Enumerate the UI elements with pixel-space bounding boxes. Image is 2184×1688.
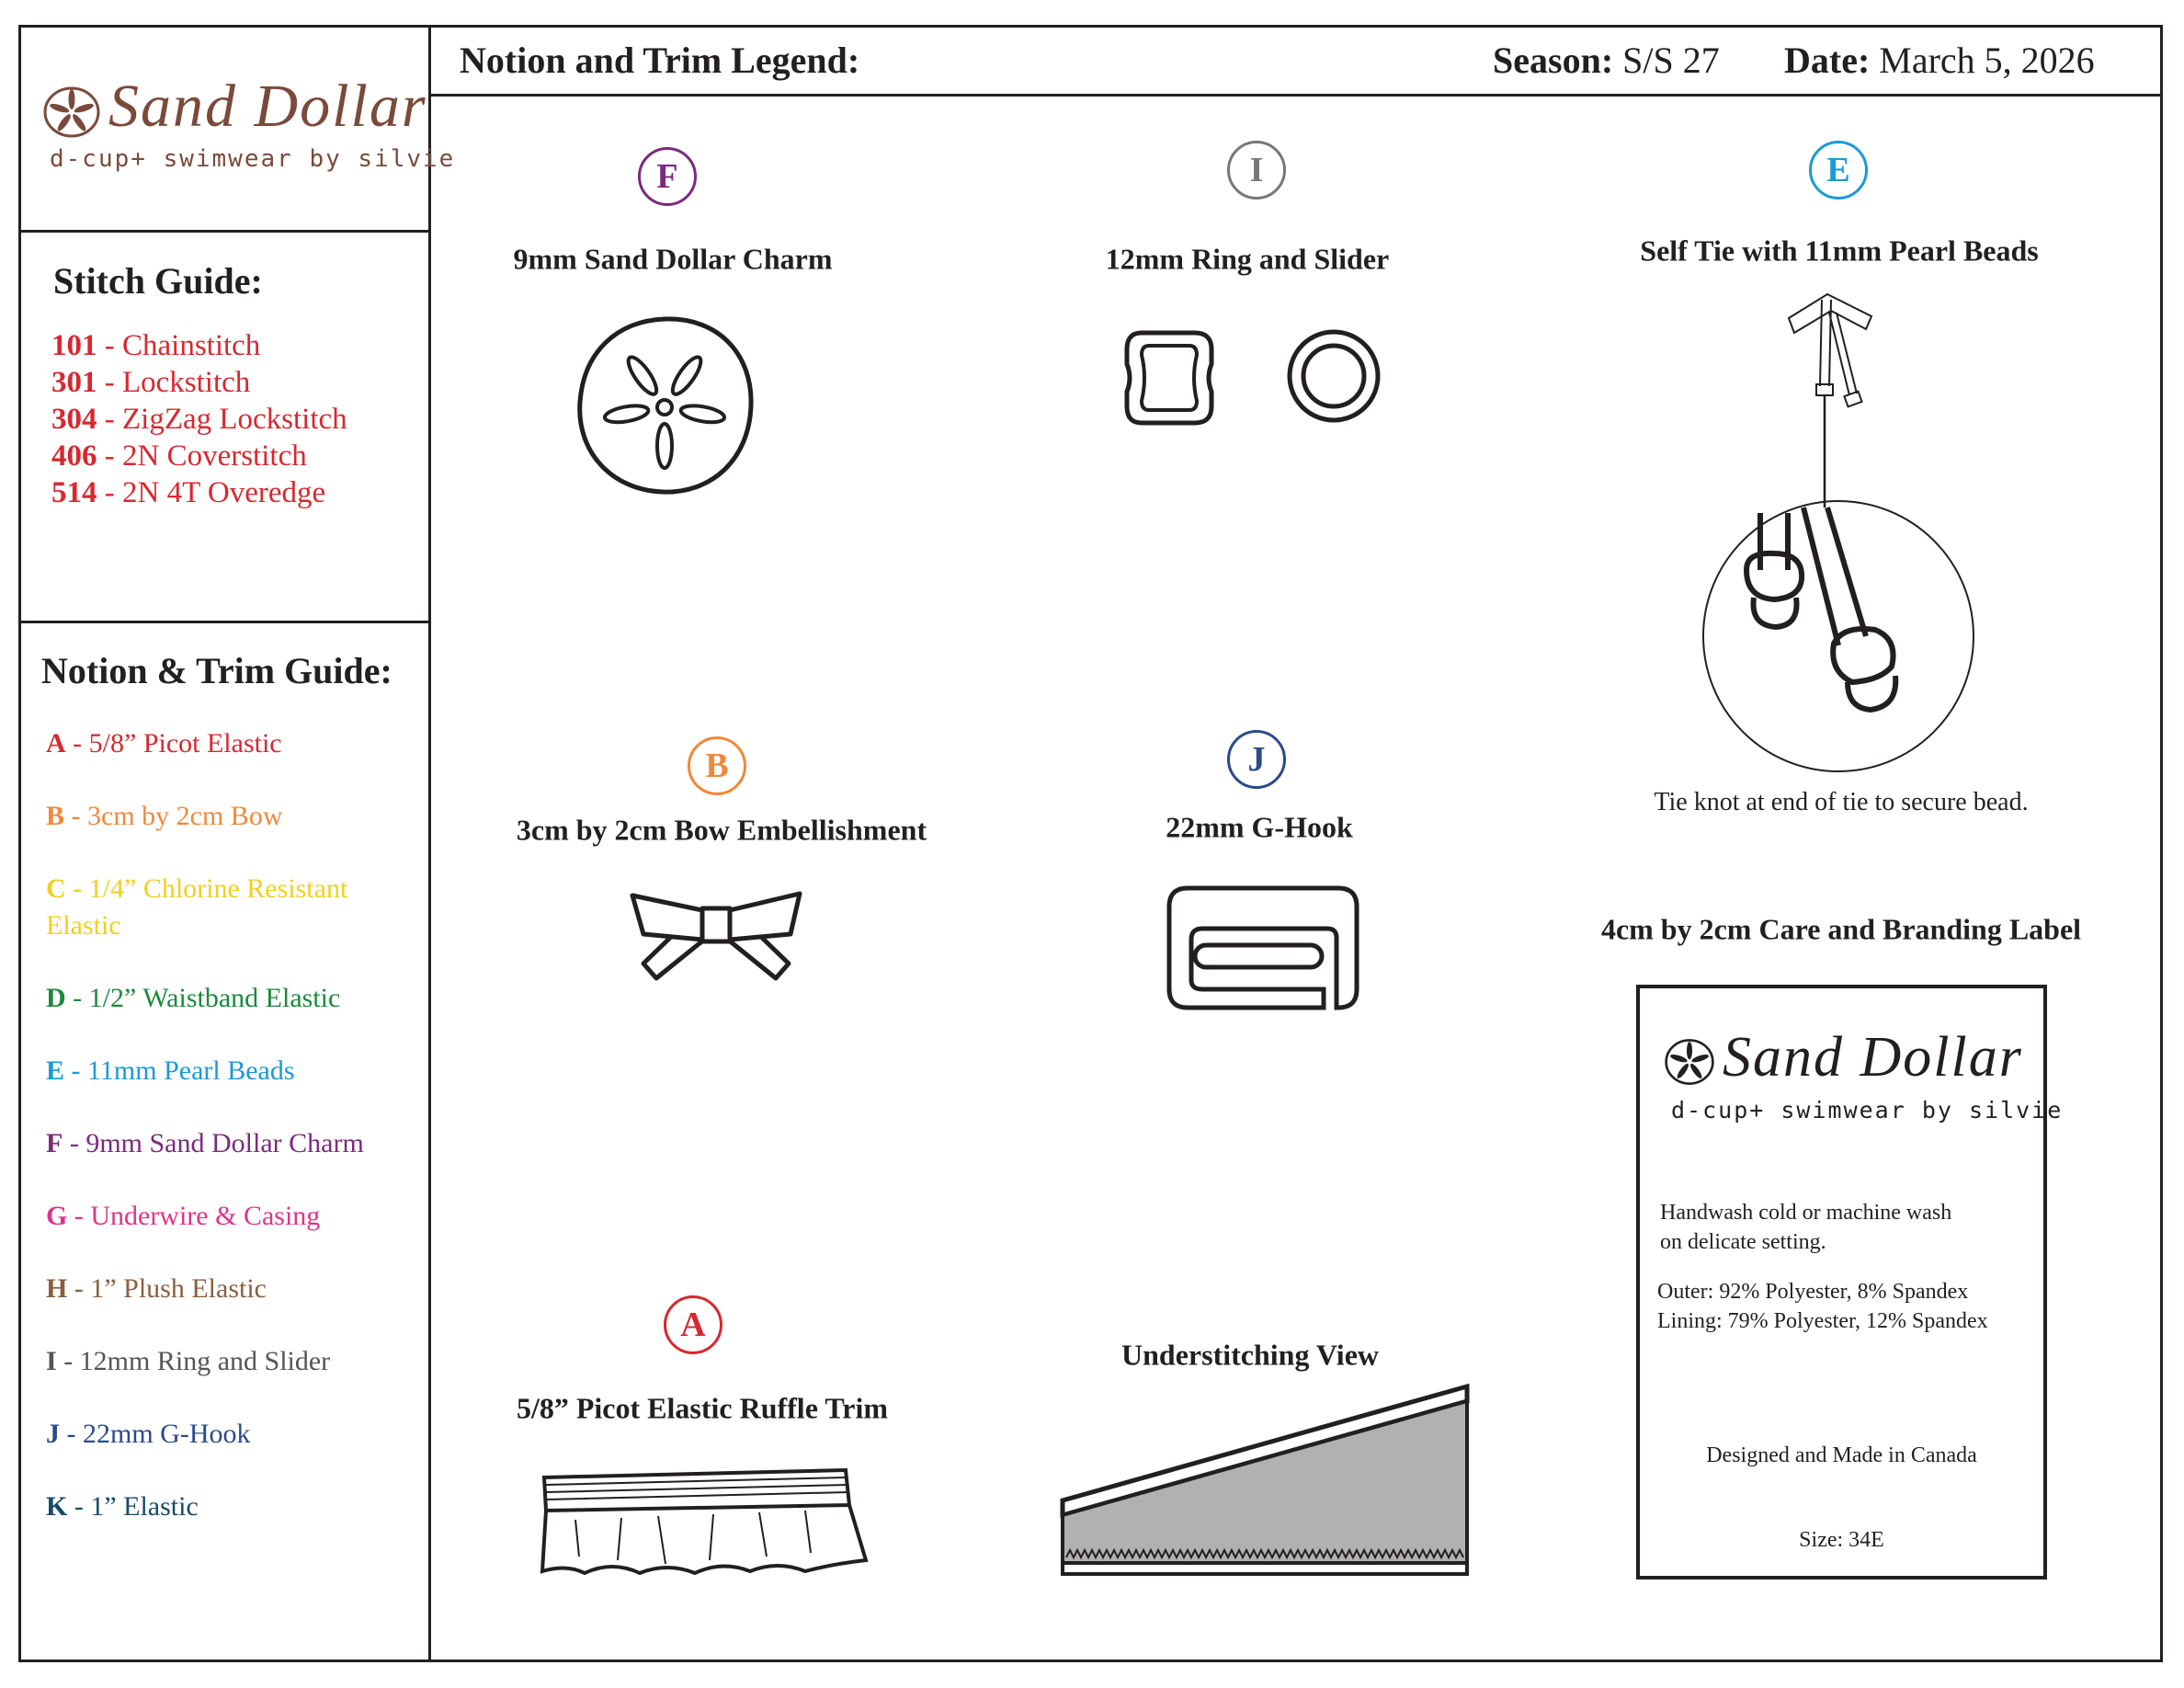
notion-text: - 1/4” Chlorine Resistant Elastic bbox=[46, 873, 348, 941]
sand-dollar-logo-icon bbox=[42, 83, 101, 142]
care-instruction: Handwash cold or machine wash bbox=[1660, 1201, 1952, 1225]
notion-item bbox=[46, 1125, 414, 1162]
notion-guide-heading: Notion & Trim Guide: bbox=[41, 650, 392, 691]
notion-item bbox=[46, 871, 414, 944]
badge-b: B bbox=[688, 736, 746, 795]
badge-j: J bbox=[1227, 730, 1286, 789]
header-divider bbox=[428, 94, 2163, 97]
stitch-guide-heading: Stitch Guide: bbox=[53, 260, 263, 302]
badge-a: A bbox=[664, 1295, 722, 1354]
page-title: Notion and Trim Legend: bbox=[460, 40, 860, 81]
notion-text: - 11mm Pearl Beads bbox=[64, 1055, 295, 1086]
label-brand-name: Sand Dollar bbox=[1723, 1026, 2023, 1089]
notion-item bbox=[46, 798, 414, 835]
notion-item bbox=[46, 725, 414, 762]
self-tie-pearl-bead-icon bbox=[1691, 276, 1985, 781]
size-text: Size: 34E bbox=[1799, 1528, 1884, 1552]
understitching-title: Understitching View bbox=[1121, 1338, 1379, 1372]
care-instruction: on delicate setting. bbox=[1660, 1230, 1826, 1254]
notion-key: A bbox=[46, 728, 66, 758]
stitch-guide-list bbox=[51, 327, 347, 511]
stitch-item: 101 - Chainstitch bbox=[51, 329, 261, 362]
badge-e: E bbox=[1809, 141, 1868, 200]
label-tagline: d-cup+ swimwear by silvie bbox=[1671, 1097, 2064, 1123]
notion-text: - 12mm Ring and Slider bbox=[56, 1346, 331, 1376]
sand-dollar-charm-icon bbox=[573, 314, 756, 497]
notion-item bbox=[46, 1488, 414, 1525]
bow-icon bbox=[629, 886, 803, 987]
notion-item bbox=[46, 1271, 414, 1307]
fabric-lining: Lining: 79% Polyester, 12% Spandex bbox=[1657, 1309, 1988, 1333]
badge-i: I bbox=[1227, 141, 1286, 200]
notion-key: I bbox=[46, 1346, 57, 1376]
g-hook-title: 22mm G-Hook bbox=[1166, 810, 1353, 844]
sand-dollar-logo-icon bbox=[1662, 1036, 1717, 1088]
stitch-item: 304 - ZigZag Lockstitch bbox=[51, 403, 347, 436]
sand-dollar-charm-title: 9mm Sand Dollar Charm bbox=[513, 242, 833, 276]
notion-text: - 9mm Sand Dollar Charm bbox=[63, 1128, 364, 1158]
notion-key: D bbox=[46, 983, 66, 1013]
origin-text: Designed and Made in Canada bbox=[1706, 1443, 1977, 1467]
season: Season: S/S 27 bbox=[1493, 40, 1720, 81]
self-tie-caption: Tie knot at end of tie to secure bead. bbox=[1654, 788, 2029, 816]
notion-key: B bbox=[46, 801, 65, 831]
notion-item bbox=[46, 1198, 414, 1235]
care-label bbox=[1636, 985, 2064, 1580]
brand-name: Sand Dollar bbox=[108, 73, 427, 140]
notion-key: C bbox=[46, 873, 66, 904]
notion-item bbox=[46, 980, 414, 1017]
notion-text: - 5/8” Picot Elastic bbox=[65, 728, 282, 758]
notion-item bbox=[46, 1053, 414, 1089]
fabric-outer: Outer: 92% Polyester, 8% Spandex bbox=[1657, 1280, 1969, 1304]
notion-text: - 1/2” Waistband Elastic bbox=[65, 983, 341, 1013]
notion-key: K bbox=[46, 1491, 68, 1522]
notion-text: - 1” Elastic bbox=[67, 1491, 199, 1522]
column-divider bbox=[428, 25, 431, 1662]
notion-key: F bbox=[46, 1128, 63, 1158]
notion-text: - 3cm by 2cm Bow bbox=[64, 801, 283, 831]
picot-ruffle-trim-icon bbox=[539, 1465, 871, 1579]
understitching-view-diagram bbox=[1059, 1383, 1473, 1580]
stitch-item: 406 - 2N Coverstitch bbox=[51, 439, 307, 473]
g-hook-icon bbox=[1166, 884, 1360, 1011]
notion-text: - 22mm G-Hook bbox=[60, 1419, 251, 1449]
logo-divider bbox=[18, 230, 430, 233]
stitch-item: 514 - 2N 4T Overedge bbox=[51, 476, 326, 509]
notion-key: G bbox=[46, 1201, 68, 1231]
notion-item bbox=[46, 1343, 414, 1380]
notion-text: - Underwire & Casing bbox=[67, 1201, 321, 1231]
notion-key: E bbox=[46, 1055, 65, 1086]
notion-item bbox=[46, 1416, 414, 1453]
notion-text: - 1” Plush Elastic bbox=[67, 1273, 267, 1304]
badge-f: F bbox=[638, 147, 697, 206]
brand-tagline: d-cup+ swimwear by silvie bbox=[50, 145, 456, 173]
ring-slider-title: 12mm Ring and Slider bbox=[1105, 242, 1390, 276]
care-label-title: 4cm by 2cm Care and Branding Label bbox=[1600, 912, 2082, 946]
notion-key: J bbox=[46, 1419, 60, 1449]
ring-and-slider-icon bbox=[1123, 327, 1390, 428]
picot-ruffle-title: 5/8” Picot Elastic Ruffle Trim bbox=[516, 1391, 889, 1425]
date: Date: March 5, 2026 bbox=[1784, 40, 2095, 81]
bow-title: 3cm by 2cm Bow Embellishment bbox=[516, 813, 927, 847]
notion-key: H bbox=[46, 1273, 68, 1304]
stitch-divider bbox=[18, 621, 430, 623]
stitch-item: 301 - Lockstitch bbox=[51, 366, 251, 399]
self-tie-title: Self Tie with 11mm Pearl Beads bbox=[1640, 234, 2039, 268]
